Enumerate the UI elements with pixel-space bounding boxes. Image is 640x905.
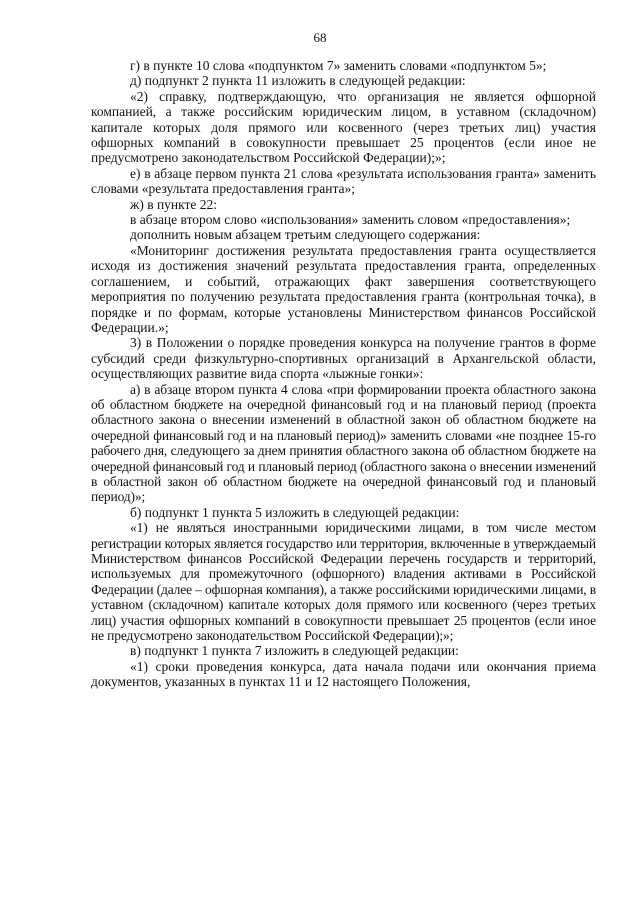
paragraph-4: е) в абзаце первом пункта 21 слова «результата использования гранта» заменить словами «результата предоставления гранта»; (91, 165, 596, 197)
paragraph-9: 3) в Положении о порядке проведения конкурса на получение грантов в форме субсидий среди физкультурно-спортивных организаций в Архангельской области, осуществляющих развитие вида спорта «лыжные гонки»: (91, 335, 596, 382)
paragraph-13: в) подпункт 1 пункта 7 изложить в следующей редакции: (130, 643, 459, 659)
paragraph-11: б) подпункт 1 пункта 5 изложить в следующей редакции: (130, 504, 460, 520)
paragraph-6: в абзаце втором слово «использования» заменить словом «предоставления»; (130, 212, 571, 228)
paragraph-14: «1) сроки проведения конкурса, дата начала подачи или окончания приема документов, указанных в пунктах 11 и 12 настоящего Положения, (91, 658, 596, 690)
paragraph-8: «Мониторинг достижения результата предоставления гранта осуществляется исходя из достижения значений результата предоставления гранта, определенных соглашением, и событий, отражающих факт завершения соответствующего мероприятия по получению результата предоставления гранта (контрольная точка), в порядке и по формам, которые установлены Министерством финансов Российской Федерации.»; (91, 242, 596, 335)
paragraph-12: «1) не являться иностранными юридическими лицами, в том числе местом регистрации которых является государство или территория, включенные в утверждаемый Министерством финансов Российской Федерации перечень государств и территорий, используемых для промежуточного (офшорного) владения активами в Российской Федерации (далее – офшорная компания), а также российскими юридическими лицами, в уставном (складочном) капитале которых доля прямого или косвенного (через третьих лиц) участия офшорных компаний в совокупности превышает 25 процентов (если иное не предусмотрено законодательством Российской Федерации);»; (91, 520, 596, 644)
document-body (91, 58, 596, 690)
page-number: 68 (313, 30, 327, 45)
paragraph-7: дополнить новым абзацем третьим следующего содержания: (130, 227, 481, 243)
paragraph-1: г) в пункте 10 слова «подпунктом 7» заменить словами «подпунктом 5»; (130, 58, 547, 73)
paragraph-10: а) в абзаце втором пункта 4 слова «при формировании проекта областного закона об областном бюджете на очередной финансовый год и на плановый период (проекта областного закона о внесении изменений в областной закон об областном бюджете на очередной финансовый год и на плановый период)» заменить словами «не позднее 15-го рабочего дня, следующего за днем принятия областного закона об областном бюджете на очередной финансовый год и плановый период (областного закона о внесении изменений в областной закон об областном бюджете на очередной финансовый год и плановый период)»; (91, 381, 596, 505)
paragraph-2: д) подпункт 2 пункта 11 изложить в следующей редакции: (130, 73, 466, 89)
paragraph-5: ж) в пункте 22: (130, 196, 218, 212)
paragraph-3: «2) справку, подтверждающую, что организация не является офшорной компанией, а также российским юридическим лицом, в уставном (складочном) капитале которых доля прямого или косвенного (через третьих лиц) участия офшорных компаний в совокупности превышает 25 процентов (если иное не предусмотрено законодательством Российской Федерации);»; (91, 88, 596, 166)
